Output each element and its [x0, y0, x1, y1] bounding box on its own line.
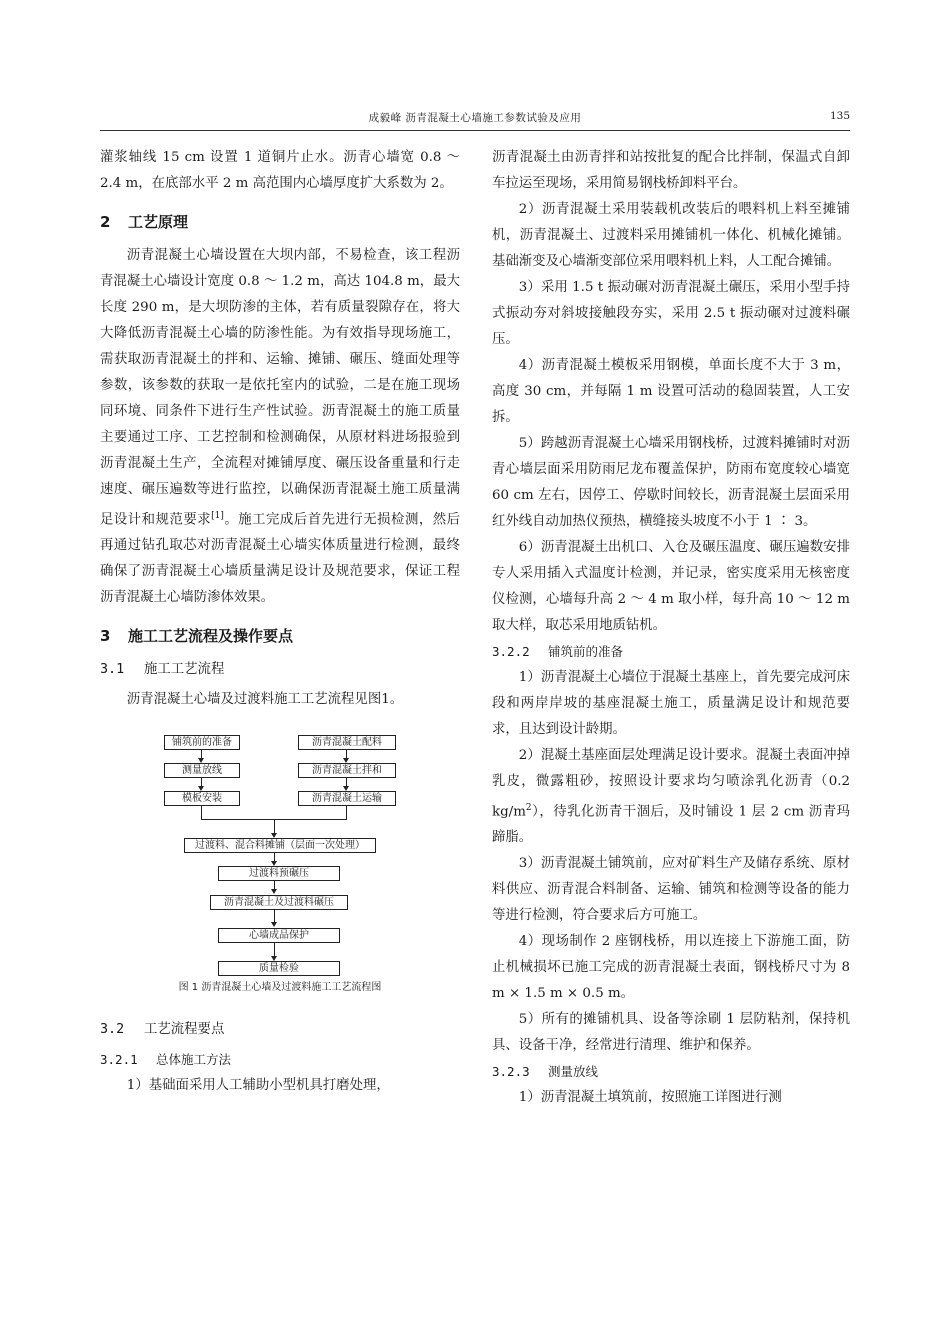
section-2-paragraph — [100, 243, 460, 611]
section-2-text: 沥青混凝土心墙设置在大坝内部，不易检查，该工程沥青混凝土心墙设计宽度 0.8 ～ 1.2 m，高达 104.8 m，最大长度 290 m，是大坝防渗的主体，若有质量裂隙存在，将大大降低沥青混凝土心墙的防渗性能。为有效指导现场施工，需获取沥青混凝土的拌和、运输、摊铺、碾压、缝面处理等参数，该参数的获取一是依托室内的试验，二是在施工现场同环境、同条件下进行生产性试验。沥青混凝土的施工质量主要通过工序、工艺控制和检测确保，从原材料进场报验到沥青混凝土生产，全流程对摊铺厚度、碾压设备重量和行走速度、碾压遍数等进行监控，以确保沥青混凝土施工质量满足设计和规范要求 — [100, 248, 460, 528]
section-3-2-3-heading — [492, 1059, 850, 1085]
flow-box-spreading: 过渡料、混合料摊铺（层面一次处理） — [184, 838, 376, 853]
method-item-2: 2）沥青混凝土采用装载机改装后的喂料机上料至摊铺机，沥青混凝土、过渡料采用摊铺机一体化、机械化摊铺。基础渐变及心墙渐变部位采用喂料机上料，人工配合摊铺。 — [492, 202, 850, 269]
prep-item-2-text-end: ），待乳化沥青干涸后，及时铺设 1 层 2 cm 沥青玛蹄脂。 — [492, 804, 850, 846]
section-3-1-paragraph: 沥青混凝土心墙及过渡料施工工艺流程见图1。 — [126, 692, 404, 708]
prep-item-2 — [492, 743, 850, 851]
section-3-2-2-number: 3.2.2 — [492, 644, 530, 659]
section-3-title: 施工工艺流程及操作要点 — [128, 627, 294, 646]
flow-connector — [201, 777, 202, 786]
flow-box-survey: 测量放线 — [164, 763, 240, 778]
section-3-2-1-item-1: 1）基础面采用人工辅助小型机具打磨处理， — [126, 1078, 390, 1094]
section-3-1-title: 施工工艺流程 — [144, 662, 225, 678]
right-column — [492, 145, 850, 1111]
method-item-6: 6）沥青混凝土出机口、入仓及碾压温度、碾压遍数安排专人采用插入式温度计检测，并记录，密实度采用无核密度仪检测，心墙每升高 2 ～ 4 m 取小样，每升高 10 ～ 12 m 取大样，取芯采用地质钻机。 — [492, 540, 850, 633]
section-2-title: 工艺原理 — [128, 213, 189, 231]
prep-item-2-text: 2）混凝土基座面层处理满足设计要求。混凝土表面冲掉乳皮，微露粗砂，按照设计要求均匀喷涂乳化沥青（0.2 kg/m — [492, 748, 850, 820]
flow-arrow — [271, 889, 277, 894]
flow-box-compaction: 沥青混凝土及过渡料碾压 — [210, 895, 348, 910]
page-number: 135 — [829, 110, 850, 122]
flow-box-quality-inspection: 质量检验 — [218, 961, 340, 976]
flow-connector — [274, 880, 275, 889]
flow-box-protection: 心墙成品保护 — [218, 928, 340, 943]
flow-box-prep: 铺筑前的准备 — [164, 735, 240, 750]
prep-item-3: 3）沥青混凝土铺筑前，应对矿料生产及储存系统、原材料供应、沥青混合料制备、运输、铺筑和检测等设备的能力等进行检测，符合要求后方可施工。 — [492, 856, 850, 924]
section-2-heading — [100, 209, 460, 235]
unit-superscript: 2 — [525, 803, 532, 813]
flow-box-formwork: 模板安装 — [164, 791, 240, 806]
flow-connector — [274, 942, 275, 956]
section-3-heading — [100, 623, 460, 649]
method-item-5: 5）跨越沥青混凝土心墙采用钢栈桥，过渡料摊铺时对沥青心墙层面采用防雨尼龙布覆盖保护，防雨布宽度较心墙宽 60 cm 左右，因停工、停歇时间较长，沥青混凝土层面采用红外线自动加热仪预热，横缝接头坡度不小于 1 ∶ 3。 — [492, 436, 850, 529]
section-3-2-number: 3.2 — [100, 1022, 125, 1038]
section-3-2-heading — [100, 1017, 460, 1043]
flow-connector — [201, 749, 202, 758]
flow-connector — [274, 852, 275, 861]
survey-item-1: 1）沥青混凝土填筑前，按照施工详图进行测 — [518, 1090, 782, 1106]
section-3-1-heading — [100, 657, 460, 683]
flow-connector — [346, 777, 347, 786]
section-3-2-2-title: 铺筑前的准备 — [548, 644, 624, 659]
flow-connector — [346, 805, 347, 819]
citation-1: [1] — [211, 511, 224, 521]
process-flowchart — [100, 735, 460, 975]
figure-1-caption: 图 1 沥青混凝土心墙及过渡料施工工艺流程图 — [178, 982, 382, 994]
flow-arrow — [271, 922, 277, 927]
section-3-2-2-heading — [492, 639, 850, 665]
flow-connector — [346, 749, 347, 758]
header-title: 成毅峰 沥青混凝土心墙施工参数试验及应用 — [368, 112, 582, 124]
method-item-4: 4）沥青混凝土模板采用钢模，单面长度不大于 3 m，高度 30 cm，并每隔 1 m 设置可活动的稳固装置，人工安拆。 — [492, 358, 850, 425]
section-3-2-3-title: 测量放线 — [548, 1064, 599, 1080]
flow-box-transport: 沥青混凝土运输 — [298, 791, 396, 806]
left-column — [100, 145, 460, 1099]
flow-connector — [274, 909, 275, 922]
method-item-3: 3）采用 1.5 t 振动碾对沥青混凝土碾压，采用小型手持式振动夯对斜坡接触段夯实，采用 2.5 t 振动碾对过渡料碾压。 — [492, 280, 850, 347]
prep-item-1: 1）沥青混凝土心墙位于混凝土基座上，首先要完成河床段和两岸岸坡的基座混凝土施工，质量满足设计和规范要求，且达到设计龄期。 — [492, 670, 850, 737]
section-3-2-1-number: 3.2.1 — [100, 1052, 138, 1068]
prep-item-5: 5）所有的摊铺机具、设备等涂刷 1 层防粘剂，保持机具、设备干净，经常进行清理、维护和保养。 — [492, 1012, 850, 1054]
flow-box-mixing: 沥青混凝土拌和 — [298, 763, 396, 778]
section-3-2-1-heading — [100, 1047, 460, 1073]
flow-box-batching: 沥青混凝土配料 — [298, 735, 396, 750]
flow-connector — [274, 819, 275, 833]
section-3-1-number: 3.1 — [100, 662, 125, 678]
section-3-2-1-title: 总体施工方法 — [156, 1052, 232, 1068]
section-3-number: 3 — [100, 627, 111, 646]
section-3-2-3-number: 3.2.3 — [492, 1064, 530, 1080]
flow-arrow — [198, 758, 204, 763]
flow-box-pre-compaction: 过渡料预碾压 — [218, 866, 340, 881]
flow-arrow — [198, 786, 204, 791]
flow-arrow — [343, 758, 349, 763]
flow-connector — [201, 805, 202, 819]
flow-arrow — [343, 786, 349, 791]
intro-paragraph: 灌浆轴线 15 cm 设置 1 道铜片止水。沥青心墙宽 0.8 ～ 2.4 m，在底部水平 2 m 高范围内心墙厚度扩大系数为 2。 — [100, 150, 460, 191]
section-2-text-end: 。施工完成后首先进行无损检测，然后再通过钻孔取芯对沥青混凝土心墙实体质量进行检测，最终确保了沥青混凝土心墙质量满足设计及规范要求，保证工程沥青混凝土心墙防渗体效果。 — [100, 512, 461, 606]
right-paragraph-continued: 沥青混凝土由沥青拌和站按批复的配合比拌制，保温式自卸车拉运至现场，采用简易钢栈桥卸料平台。 — [492, 150, 850, 191]
section-2-number: 2 — [100, 213, 111, 231]
prep-item-4: 4）现场制作 2 座钢栈桥，用以连接上下游施工面，防止机械损坏已施工完成的沥青混凝土表面，钢栈桥尺寸为 8 m × 1.5 m × 0.5 m。 — [492, 934, 850, 1002]
section-3-2-title: 工艺流程要点 — [144, 1022, 225, 1038]
running-header — [100, 110, 850, 131]
